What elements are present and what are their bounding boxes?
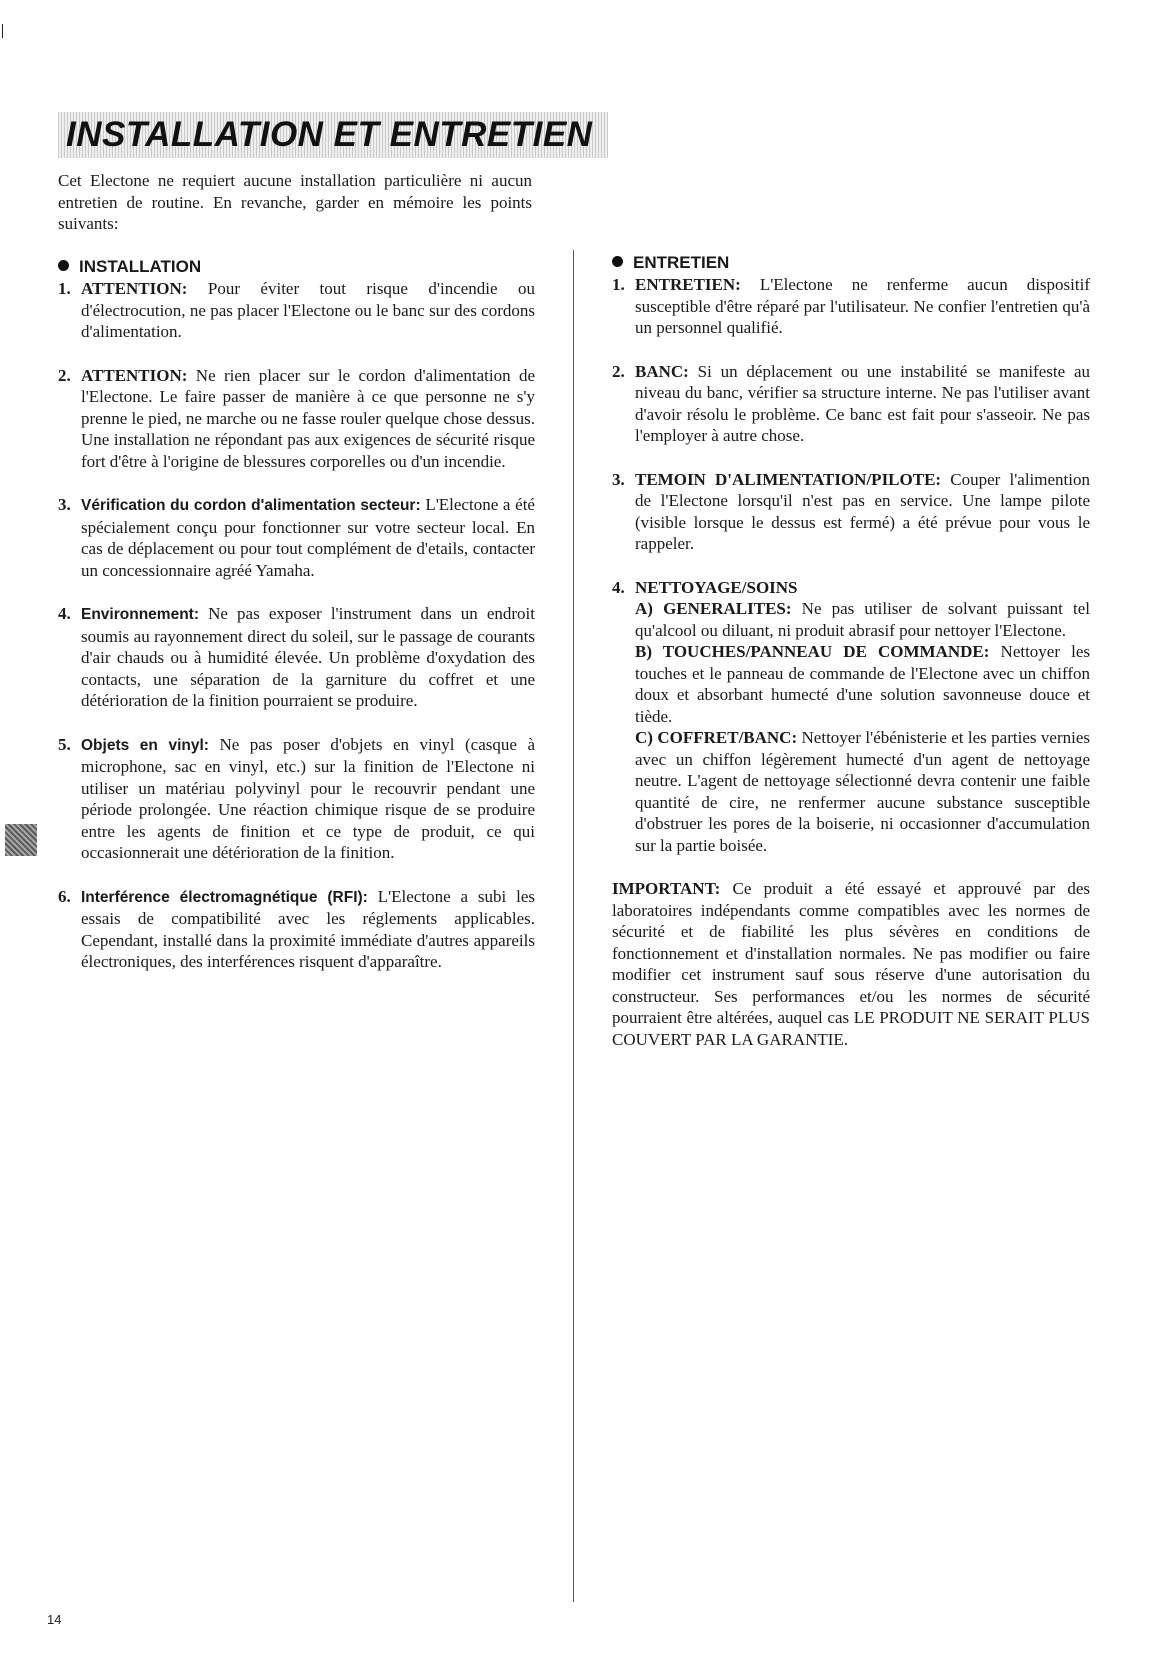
item-text: Ne rien placer sur le cordon d'alimentation de l'Electone. Le faire passer de manière à ce que personne ne s'y prenne le pied, ne marche ou ne fasse rouler quelque chose dessus. Une installation ne répondant pas aux exigences de sécurité risque fort d'être à l'origine de blessures corporelles ou d'un incendie. <box>81 365 535 471</box>
installation-section <box>58 256 535 995</box>
item-number: 5. <box>58 734 71 754</box>
bullet-icon <box>612 256 623 267</box>
entretien-section <box>612 252 1090 1050</box>
page-edge-tab <box>5 824 37 856</box>
installation-item-3 <box>58 494 535 581</box>
item-lead: ENTRETIEN: <box>635 275 741 294</box>
subitem-a-text: Ne pas utiliser de solvant puissant tel qu'alcool ou diluant, ni produit abrasif pour nettoyer l'Electone. <box>635 599 1090 640</box>
margin-tick <box>2 24 3 38</box>
entretien-item-4 <box>612 577 1090 857</box>
item-lead: ATTENTION: <box>81 279 188 298</box>
item-text: L'Electone a subi les essais de compatibilité avec les réglements applicables. Cependant, installé dans la proximité immédiate d'autres appareils électroniques, des interférences risquent d'apparaître. <box>81 886 535 971</box>
entretien-item-1 <box>612 274 1090 339</box>
bullet-icon <box>58 260 69 271</box>
item-number: 1. <box>58 279 71 298</box>
subitem-c <box>635 727 1090 856</box>
item-text: Ne pas exposer l'instrument dans un endroit soumis au rayonnement direct du soleil, sur le passage de courants d'air chauds ou à humidité élevée. Un problème d'oxydation des contacts, une séparation de la garniture du coffret et une détérioration de la finition pourraient se produire. <box>81 604 535 710</box>
item-lead: BANC: <box>635 361 689 381</box>
item-lead: Interférence électromagnétique (RFI): <box>81 888 368 906</box>
item-number: 4. <box>612 577 625 597</box>
item-lead: Vérification du cordon d'alimentation secteur: <box>81 497 421 514</box>
subitem-b <box>635 641 1090 727</box>
page-number: 14 <box>47 1612 62 1627</box>
page-title: INSTALLATION ET ENTRETIEN <box>66 115 593 154</box>
installation-item-6 <box>58 886 535 973</box>
item-lead: NETTOYAGE/SOINS <box>635 577 798 597</box>
installation-item-2 <box>58 365 535 473</box>
item-text: Pour éviter tout risque d'incendie ou d'électrocution, ne pas placer l'Electone ou le banc sur des cordons d'alimentation. <box>81 279 535 341</box>
item-text: Ne pas poser d'objets en vinyl (casque à microphone, sac en vinyl, etc.) sur la finition de l'Electone ni utiliser un matériau polyvinyl pour le recouvrir pendant une période prolongée. Une réaction chimique risque de se produire entre les agents de finition et ce type de produit, ce qui occasionnerait une détérioration de la finition. <box>81 734 535 862</box>
subitem-a <box>635 598 1090 641</box>
subitem-a-lead: A) GENERALITES: <box>635 599 792 618</box>
entretien-heading: ENTRETIEN <box>612 252 1090 273</box>
subitem-b-text: Nettoyer les touches et le panneau de commande de l'Electone avec un chiffon doux et absorbant humecté d'une solution savonneuse douce et tiède. <box>635 642 1091 726</box>
page-title-banner <box>58 112 608 158</box>
item-number: 4. <box>58 604 71 623</box>
item-text: Si un déplacement ou une instabilité se manifeste au niveau du banc, vérifier sa structure interne. Ne pas l'utiliser avant d'avoir résolu le problème. Ce banc est fait pour s'asseoir. Ne pas l'employer à autre chose. <box>635 361 1090 445</box>
entretien-item-2 <box>612 361 1090 447</box>
item-number: 3. <box>612 469 625 489</box>
entretien-item-3 <box>612 469 1090 555</box>
important-text: Ce produit a été essayé et approuvé par des laboratoires indépendants comme compatibles avec les normes de sécurité et de fiabilité les plus sévères en conditions de fonctionnement et d'installation normales. Ne pas modifier ou faire modifier cet instrument sauf sous réserve d'une autorisation du constructeur. Ses performances et/ou les normes de sécurité pourraient être altérées, auquel cas LE PRODUIT NE SERAIT PLUS COUVERT PAR LA GARANTIE. <box>612 879 1090 1049</box>
item-lead: Objets en vinyl: <box>81 736 209 754</box>
item-text: Couper l'alimention de l'Electone lorsqu'il n'est pas en service. Une lampe pilote (visible lorsque le dessus est fermé) a été prévue pour vous le rappeler. <box>635 469 1090 553</box>
intro-paragraph: Cet Electone ne requiert aucune installation particulière ni aucun entretien de routine. En revanche, garder en mémoire les points suivants: <box>58 171 532 233</box>
installation-item-1 <box>58 278 535 343</box>
subitem-b-lead: B) TOUCHES/PANNEAU DE COMMANDE: <box>635 642 990 661</box>
item-number: 2. <box>612 361 625 381</box>
item-number: 1. <box>612 275 625 294</box>
item-lead: Environnement: <box>81 606 199 623</box>
installation-heading: INSTALLATION <box>58 256 535 277</box>
item-lead: ATTENTION: <box>81 365 188 385</box>
item-lead: TEMOIN D'ALIMENTATION/PILOTE: <box>635 469 942 489</box>
item-text: L'Electone ne renferme aucun dispositif susceptible d'être réparé par l'utilisateur. Ne confier l'entretien qu'à un personnel qualifié. <box>635 275 1090 337</box>
item-number: 3. <box>58 495 71 514</box>
item-number: 2. <box>58 365 71 385</box>
important-lead: IMPORTANT: <box>612 879 721 898</box>
important-notice <box>612 878 1090 1050</box>
item-text: L'Electone a été spécialement conçu pour fonctionner sur votre secteur local. En cas de déplacement ou pour tout complément de d'etails, contacter un concessionnaire agréé Yamaha. <box>81 495 535 580</box>
subitem-c-lead: C) COFFRET/BANC: <box>635 728 798 747</box>
installation-item-5 <box>58 734 535 864</box>
item-number: 6. <box>58 886 71 906</box>
installation-item-4 <box>58 603 535 712</box>
subitem-c-text: Nettoyer l'ébénisterie et les parties vernies avec un chiffon légèrement humecté d'un agent de nettoyage neutre. L'agent de nettoyage sélectionné devra contenir une faible quantité de cire, ne renfermer aucune substance susceptible d'obstruer les pores de la boiserie, ni occasionner d'accumulation sur la partie boisée. <box>635 728 1090 855</box>
column-divider <box>573 250 574 1602</box>
